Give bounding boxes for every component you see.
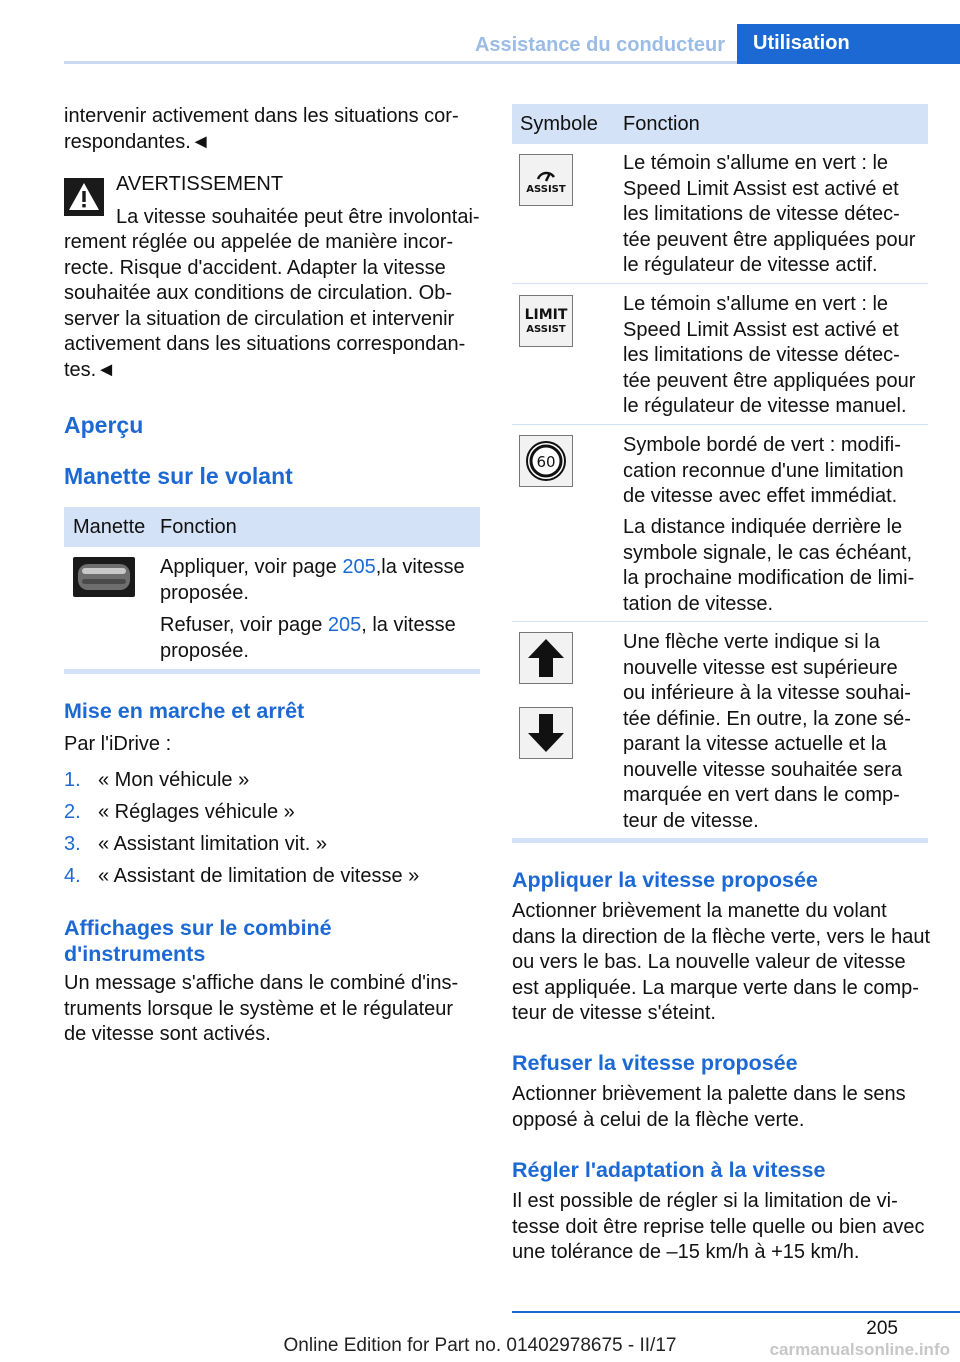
arrow-up-icon [519,632,573,684]
svg-text:ASSIST: ASSIST [526,324,566,335]
warning-icon [64,178,104,216]
table-bottom-rule [64,669,480,674]
warning-first-line: La vitesse souhaitée peut être involontai- [116,206,480,228]
symbole-row-text-2: La distance indiquée derrière le symbole signale, le cas échéant, la prochaine modification de limi- tation de vitesse. [623,516,915,615]
mise-intro: Par l'iDrive : [64,733,172,755]
mise-en-marche-heading: Mise en marche et arrêt [64,699,305,723]
fonction-col-header: Fonction [623,112,700,135]
list-item: 1. « Mon véhicule » [64,769,250,791]
symbole-col-header: Symbole [520,112,598,135]
manette-heading: Manette sur le volant [64,463,293,489]
svg-text:60: 60 [536,453,556,471]
edition-line: Online Edition for Part no. 01402978675 - II/17 [283,1335,677,1356]
symbole-row-text: Une flèche verte indique si la nouvelle vitesse est supérieure ou inférieure à la vitesse souhai- tée définie. En outre, la zone sé- parant la vitesse actuelle et la nouvelle vitesse souhaitée sera marquée en vert dans le comp- teur de vitesse. [623,631,911,832]
table-bottom-rule [512,838,928,843]
list-item: 2. « Réglages véhicule » [64,801,295,823]
appliquer-heading: Appliquer la vitesse proposée [512,868,818,892]
symbole-row-text: Le témoin s'allume en vert : le Speed Limit Assist est activé et les limitations de vitesse détec- tée peuvent être appliquées pour le régulateur de vitesse actif. [623,152,916,276]
header-tab-underline [737,61,960,64]
manette-refuser-text: Refuser, voir page 205, la vitesse proposée. [160,614,456,662]
assist-indicator-icon [519,154,573,206]
manette-col-header: Manette [73,515,146,538]
warning-title: AVERTISSEMENT [116,173,284,195]
affichages-heading: Affichages sur le combiné d'instruments [64,916,332,966]
warning-body: rement réglée ou appelée de manière incor- recte. Risque d'accident. Adapter la vitesse souhaitée aux conditions de circulation. Ob- server la situation de circulation et intervenir activement dans les situations correspondan- tes.◄ [64,231,466,381]
appliquer-text: Actionner brièvement la manette du volant dans la direction de la flèche verte, vers le haut ou vers le bas. La nouvelle valeur de vitesse est appliquée. La marque verte dans le comp- teur de vitesse s'éteint. [512,900,931,1024]
row-divider [512,621,928,622]
manette-table-header [64,507,480,547]
steering-lever-icon [73,557,135,597]
regler-heading: Régler l'adaptation à la vitesse [512,1158,826,1182]
page-link-205[interactable]: 205 [327,614,362,636]
apercu-heading: Aperçu [64,412,144,438]
svg-text:LIMIT: LIMIT [524,307,568,323]
list-item: 4. « Assistant de limitation de vitesse » [64,865,420,887]
list-item: 3. « Assistant limitation vit. » [64,833,327,855]
page-number: 205 [866,1318,898,1339]
footer-rule [512,1311,960,1313]
header-section-title: Assistance du conducteur [474,33,725,56]
intro-paragraph: intervenir activement dans les situations cor- respondantes.◄ [64,105,459,153]
row-divider [512,424,928,425]
page-link-205[interactable]: 205 [342,556,376,578]
limit-assist-indicator-icon [519,295,573,347]
symbole-row-text: Le témoin s'allume en vert : le Speed Limit Assist est activé et les limitations de vitesse détec- tée peuvent être appliquées pour le régulateur de vitesse manuel. [623,293,916,417]
row-divider [512,283,928,284]
watermark: carmanualsonline.info [769,1340,950,1359]
symbole-row-text: Symbole bordé de vert : modifi- cation reconnue d'une limitation de vitesse avec effet immédiat. [623,434,904,507]
symbole-table-header [512,104,928,144]
refuser-text: Actionner brièvement la palette dans le sens opposé à celui de la flèche verte. [512,1083,906,1131]
idrive-steps-list [64,768,480,896]
speed-limit-60-sign-icon [519,435,573,487]
refuser-heading: Refuser la vitesse proposée [512,1051,798,1075]
arrow-down-icon [519,707,573,759]
svg-text:ASSIST: ASSIST [526,184,566,195]
manette-appliquer-text: Appliquer, voir page 205,la vitesse proposée. [160,556,465,604]
fonction-col-header: Fonction [160,515,237,538]
header-chapter-tab: Utilisation [737,24,960,62]
affichages-text: Un message s'affiche dans le combiné d'ins- truments lorsque le système et le régulateur de vitesse sont activés. [64,972,459,1045]
regler-text: Il est possible de régler si la limitation de vi- tesse doit être reprise telle quelle ou bien avec une tolérance de –15 km/h à +15 km/h. [512,1190,925,1263]
